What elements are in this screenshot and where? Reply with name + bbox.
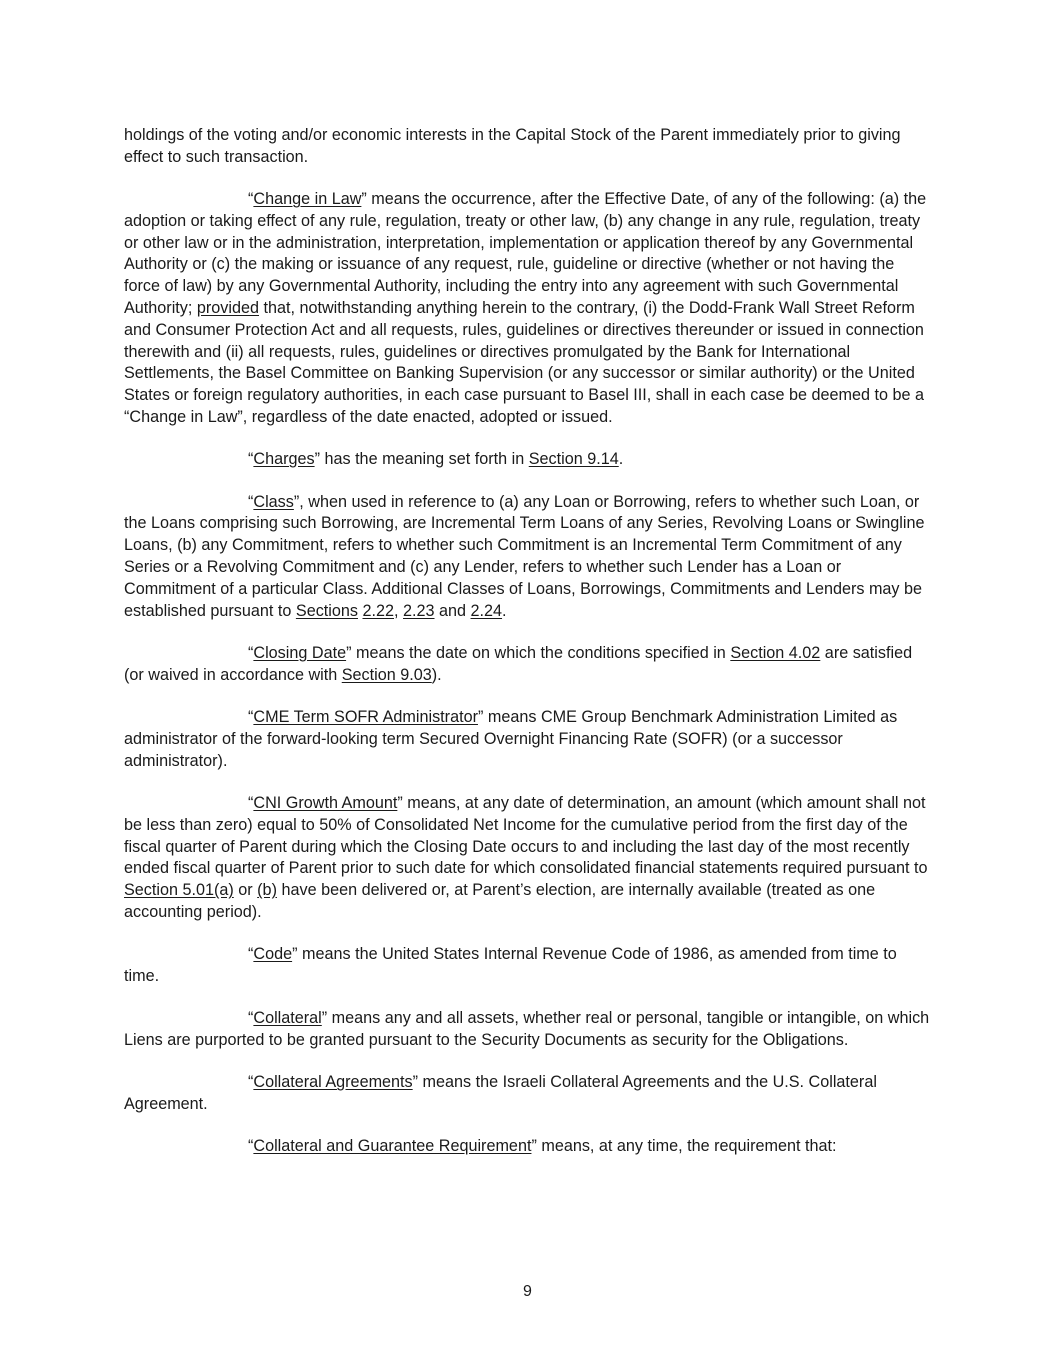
page-number: 9	[523, 1283, 532, 1300]
paragraph-continuation	[124, 125, 930, 169]
text-run: or	[233, 881, 258, 900]
paragraph-class	[124, 492, 930, 623]
text-run: .	[502, 601, 507, 620]
text-run: ” means, at any date of determination, an amount (which amount shall not be less than zero) equal to 50% of Consolidated Net Income for the cumulative period from the first day of the fiscal quarter of Parent during which the Closing Date occurs to and including the last day of the most recently ended fiscal quarter of Parent prior to such date for which consolidated financial statements required pursuant to	[124, 793, 928, 878]
text-run: “	[248, 492, 254, 511]
underlined-term: (b)	[257, 881, 277, 900]
underlined-term: Section 4.02	[730, 643, 821, 662]
text-run: ” means CME Group Benchmark Administration Limited as administrator of the forward-looking term Secured Overnight Financing Rate (SOFR) (or a successor administrator).	[124, 708, 898, 770]
underlined-term: provided	[196, 299, 259, 318]
underlined-term: Code	[253, 945, 293, 964]
paragraph-collateral	[124, 1008, 930, 1052]
text-run: ).	[431, 665, 442, 684]
text-run: ,	[394, 601, 403, 620]
underlined-term: 2.23	[403, 601, 435, 620]
text-run: “	[248, 1073, 254, 1092]
paragraph-collateral-and-guarantee-requirement	[124, 1136, 930, 1158]
underlined-term: Charges	[253, 450, 315, 469]
underlined-term: Section 5.01(a)	[124, 881, 234, 900]
text-run: ”, when used in reference to (a) any Loan or Borrowing, refers to whether such Loan, or the Loans comprising such Borrowing, are Incremental Term Loans of any Series, Revolving Loans or Swingline Loans, (b) any Commitment, refers to whether such Commitment is an Incremental Term Commitment of any Series or a Revolving Commitment and (c) any Lender, refers to whether such Lender has a Loan or Commitment of a particular Class. Additional Classes of Loans, Borrowings, Commitments and Lenders may be established pursuant to	[124, 492, 925, 620]
underlined-term: CNI Growth Amount	[253, 793, 398, 812]
text-run: .	[618, 450, 624, 469]
paragraph-collateral-agreements	[124, 1072, 930, 1116]
text-run: “	[248, 793, 254, 812]
text-run: “	[248, 450, 254, 469]
underlined-term: Change in Law	[253, 190, 362, 209]
text-run: and	[434, 601, 471, 620]
text-run: “	[248, 643, 254, 662]
text-run: holdings of the voting and/or economic interests in the Capital Stock of the Parent immediately prior to giving effect to such transaction.	[124, 126, 901, 166]
paragraph-code	[124, 944, 930, 988]
text-run: “	[248, 708, 254, 727]
underlined-term: Collateral	[253, 1009, 322, 1028]
text-run: “	[248, 190, 254, 209]
text-run: “	[248, 1009, 254, 1028]
underlined-term: Collateral and Guarantee Requirement	[253, 1137, 532, 1156]
underlined-term: 2.22	[362, 601, 394, 620]
text-run: ” means the date on which the conditions specified in	[346, 643, 731, 662]
paragraph-cni-growth-amount	[124, 793, 930, 924]
text-run: ” means the Israeli Collateral Agreements and the U.S. Collateral Agreement.	[124, 1073, 877, 1114]
underlined-term: Section 9.14	[528, 450, 619, 469]
underlined-term: CME Term SOFR Administrator	[253, 708, 478, 727]
underlined-term: Class	[253, 492, 294, 511]
text-run: that, notwithstanding anything herein to the contrary, (i) the Dodd-Frank Wall Street Reform and Consumer Protection Act and all requests, rules, guidelines or directives thereunder or issued in connection therewith and (ii) all requests, rules, guidelines or directives promulgated by the Bank for International Settlements, the Basel Committee on Banking Supervision (or any successor or similar authority) or the United States or foreign regulatory authorities, in each case pursuant to Basel III, shall in each case be deemed to be a “Change in Law”, regardless of the date enacted, adopted or issued.	[124, 299, 924, 427]
underlined-term: Collateral Agreements	[253, 1073, 413, 1092]
text-run: “	[248, 945, 254, 964]
text-run: are satisfied (or waived in accordance with	[124, 643, 913, 684]
paragraph-cme-term-sofr-administrator	[124, 707, 930, 772]
paragraph-charges	[124, 449, 930, 471]
text-run: ” has the meaning set forth in	[314, 450, 529, 469]
document-body	[124, 125, 930, 1179]
underlined-term: Sections	[295, 601, 358, 620]
text-run: have been delivered or, at Parent’s election, are internally available (treated as one accounting period).	[124, 881, 876, 921]
text-run: “	[248, 1137, 254, 1156]
underlined-term: Closing Date	[253, 643, 347, 662]
paragraph-closing-date	[124, 643, 930, 687]
underlined-term: Section 9.03	[341, 665, 432, 684]
text-run: ” means any and all assets, whether real or personal, tangible or intangible, on which Liens are purported to be granted pursuant to the Security Documents as security for the Obligations.	[124, 1009, 930, 1050]
underlined-term: 2.24	[470, 601, 503, 620]
text-run: ” means the occurrence, after the Effective Date, of any of the following: (a) the adoption or taking effect of any rule, regulation, treaty or other law, (b) any change in any rule, regulation, treaty or other law or in the administration, interpretation, implementation or application thereof by any Governmental Authority or (c) the making or issuance of any request, rule, guideline or directive (whether or not having the force of law) by any Governmental Authority, including the entry into any agreement with such Governmental Authority;	[124, 190, 927, 318]
text-run: ” means the United States Internal Revenue Code of 1986, as amended from time to time.	[124, 945, 897, 985]
paragraph-change-in-law	[124, 189, 930, 429]
text-run: ” means, at any time, the requirement that:	[531, 1137, 837, 1156]
